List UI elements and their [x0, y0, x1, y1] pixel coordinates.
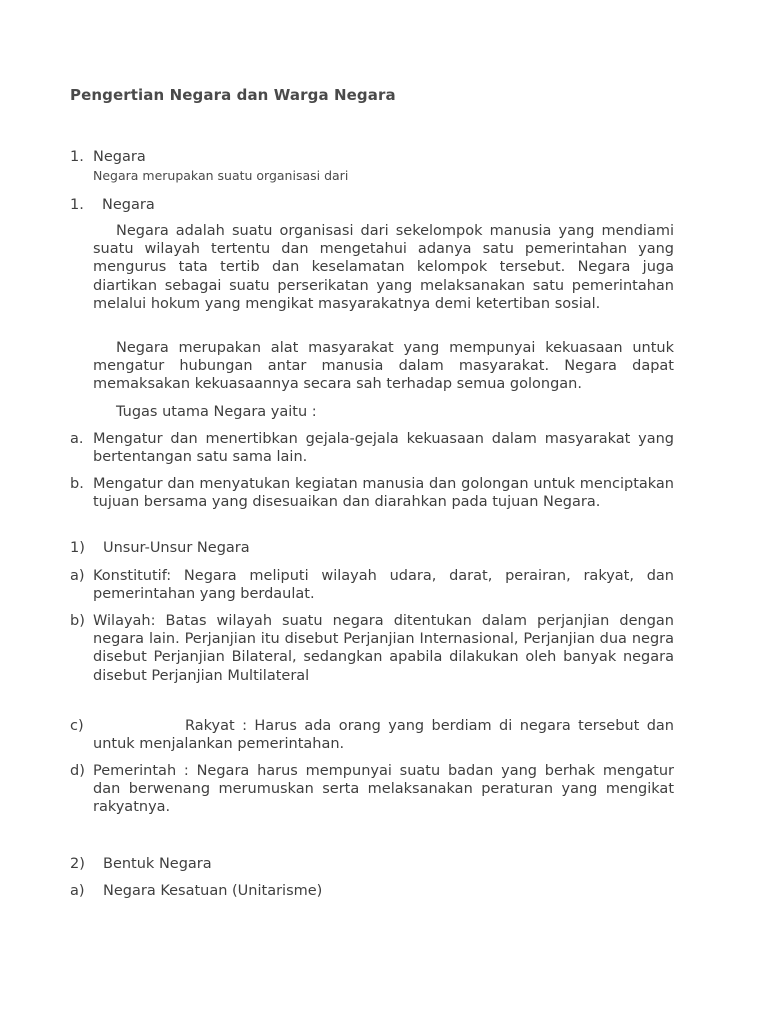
section-heading	[70, 539, 674, 557]
list-text: Wilayah: Batas wilayah suatu negara ditentukan dalam perjanjian dengan negara lain. Perjanjian itu disebut Perjanjian Internasional, Perjanjian dua negra disebut Perjanjian Bilateral, sedangkan apabila dilakukan oleh banyak negara disebut Perjanjian Multilateral	[93, 613, 674, 684]
list-item	[70, 148, 674, 184]
list-item	[70, 762, 674, 817]
section-heading-text: Bentuk Negara	[103, 856, 212, 872]
list-subtext: Negara merupakan suatu organisasi dari	[93, 168, 349, 184]
list-marker: b.	[70, 476, 84, 492]
paragraph-text: Negara merupakan alat masyarakat yang mempunyai kekuasaan untuk mengatur hubungan antar manusia dalam masyarakat. Negara dapat memaksakan kekuasaannya secara sah terhadap semua golongan.	[93, 340, 674, 393]
list-item	[70, 475, 674, 511]
list-item	[70, 717, 674, 753]
list-marker: a)	[70, 568, 85, 584]
list-item	[70, 882, 674, 900]
list-marker: 1.	[70, 197, 84, 213]
list-text: Konstitutif: Negara meliputi wilayah udara, darat, perairan, rakyat, dan pemerintahan yang berdaulat.	[93, 568, 674, 603]
list-label: Negara	[102, 197, 155, 213]
list-item	[70, 567, 674, 603]
list-text: Mengatur dan menyatukan kegiatan manusia dan golongan untuk menciptakan tujuan bersama yang disesuaikan dan diarahkan pada tujuan Negara.	[93, 476, 674, 511]
list-marker: c)	[70, 718, 84, 734]
list-marker: b)	[70, 613, 85, 629]
list-marker: a)	[70, 883, 85, 899]
list-marker: 1)	[70, 540, 85, 556]
list-text: Negara Kesatuan (Unitarisme)	[103, 883, 323, 899]
section-heading	[70, 855, 674, 873]
list-text: Rakyat : Harus ada orang yang berdiam di negara tersebut dan untuk menjalankan pemerintahan.	[93, 718, 674, 753]
list-text: Mengatur dan menertibkan gejala-gejala kekuasaan dalam masyarakat yang bertentangan satu sama lain.	[93, 431, 674, 466]
list-marker: 1.	[70, 149, 84, 165]
list-label: Negara	[93, 149, 146, 165]
section-heading-text: Unsur-Unsur Negara	[103, 540, 250, 556]
paragraph	[70, 339, 674, 394]
paragraph	[70, 403, 674, 421]
paragraph-text: Negara adalah suatu organisasi dari sekelompok manusia yang mendiami suatu wilayah tertentu dan mengetahui adanya satu pemerintahan yang mengurus tata tertib dan keselamatan kelompok tersebut. Negara juga diartikan sebagai suatu perserikatan yang melaksanakan satu pemerintahan melalui hokum yang mengikat masyarakatnya demi ketertiban sosial.	[93, 223, 674, 312]
list-marker: 2)	[70, 856, 85, 872]
paragraph	[70, 222, 674, 313]
document-title: Pengertian Negara dan Warga Negara	[70, 86, 396, 104]
paragraph-text: Tugas utama Negara yaitu :	[116, 404, 317, 420]
list-item	[70, 430, 674, 466]
list-item	[70, 612, 674, 685]
list-marker: d)	[70, 763, 85, 779]
list-item	[70, 196, 674, 214]
list-text: Pemerintah : Negara harus mempunyai suatu badan yang berhak mengatur dan berwenang merumuskan serta melaksanakan peraturan yang mengikat rakyatnya.	[93, 763, 674, 816]
list-marker: a.	[70, 431, 84, 447]
